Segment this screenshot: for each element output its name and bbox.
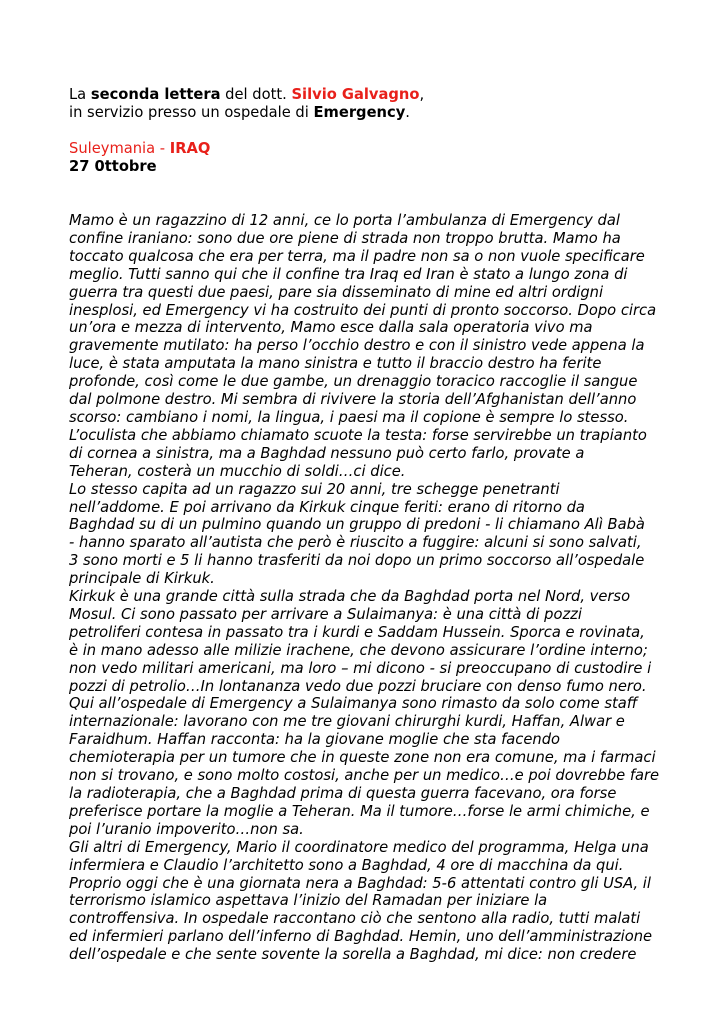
body-line: - hanno sparato all’autista che però è riuscito a fuggire: alcuni si sono salvati, bbox=[69, 534, 642, 552]
body-line: confine iraniano: sono due ore piene di strada non troppo brutta. Mamo ha bbox=[69, 229, 621, 247]
body-line: dell’ospedale e che sente sovente la sorella a Baghdad, mi dice: non credere bbox=[69, 946, 637, 964]
letter-date: 27 0ttobre bbox=[69, 158, 157, 175]
body-line: meglio. Tutti sanno qui che il confine tra Iraq ed Iran è stato a lungo zona di bbox=[69, 265, 628, 283]
body-line: la radioterapia, che a Baghdad prima di questa guerra facevano, ora forse bbox=[69, 785, 617, 802]
location-line bbox=[69, 140, 709, 158]
body-line: non si trovano, e sono molto costosi, anche per un medico…e poi dovrebbe fare bbox=[69, 767, 660, 785]
body-line: Faraidhum. Haffan racconta: ha la giovane moglie che sta facendo bbox=[69, 731, 561, 749]
body-line: guerra tra questi due paesi, pare sia disseminato di mine ed altri ordigni bbox=[69, 283, 604, 301]
body-line: Gli altri di Emergency, Mario il coordinatore medico del programma, Helga una bbox=[69, 838, 649, 856]
author-name: Silvio Galvagno bbox=[291, 86, 420, 103]
intro-line-1 bbox=[69, 86, 709, 104]
body-line: profonde, così come le due gambe, un drenaggio toracico raccoglie il sangue bbox=[69, 373, 638, 391]
letter-label: seconda lettera bbox=[90, 86, 221, 103]
body-line: 3 sono morti e 5 li hanno trasferiti da noi dopo un primo soccorso all’ospedale bbox=[69, 552, 645, 570]
body-line: pozzi di petrolio…In lontananza vedo due pozzi bruciare con denso fumo nero. bbox=[69, 677, 647, 695]
intro-text: . bbox=[405, 104, 410, 121]
body-line: terrorismo islamico aspettava l’inizio del Ramadan per iniziare la bbox=[69, 892, 548, 910]
body-line: infermiera e Claudio l’architetto sono a Baghdad, 4 ore di macchina da qui. bbox=[69, 856, 624, 874]
body-line: Mosul. Ci sono passato per arrivare a Sulaimanya: è una città di pozzi bbox=[69, 605, 582, 623]
intro-text: in servizio presso un ospedale di bbox=[69, 104, 314, 121]
body-line: nell’addome. E poi arrivano da Kirkuk cinque feriti: erano di ritorno da bbox=[69, 498, 585, 516]
letter-page bbox=[69, 86, 709, 964]
body-line: di cornea a sinistra, ma a Baghdad nessuno può certo farlo, provate a bbox=[69, 444, 585, 462]
body-line: gravemente mutilato: ha perso l’occhio destro e con il sinistro vede appena la bbox=[69, 337, 645, 355]
letter-body bbox=[69, 212, 709, 964]
body-line: petroliferi contesa in passato tra i kurdi e Saddam Hussein. Sporca e rovinata, bbox=[69, 623, 645, 641]
location-country: IRAQ bbox=[169, 140, 211, 157]
body-line: scorso: cambiano i nomi, la lingua, i paesi ma il copione è sempre lo stesso. bbox=[69, 408, 629, 426]
body-line: Teheran, costerà un mucchio di soldi…ci dice. bbox=[69, 462, 406, 480]
intro-text: , bbox=[419, 86, 425, 103]
organization-name: Emergency bbox=[313, 104, 406, 121]
body-line: preferisce portare la moglie a Teheran. Ma il tumore…forse le armi chimiche, e bbox=[69, 802, 650, 820]
body-line: un’ora e mezza di intervento, Mamo esce dalla sala operatoria vivo ma bbox=[69, 319, 593, 337]
intro-text: del dott. bbox=[220, 86, 292, 103]
location-city: Suleymania - bbox=[69, 140, 170, 157]
body-line: luce, è stata amputata la mano sinistra e tutto il braccio destro ha ferite bbox=[69, 355, 602, 373]
body-line: inesplosi, ed Emergency vi ha costruito dei punti di pronto soccorso. Dopo circa bbox=[69, 301, 657, 319]
body-line: internazionale: lavorano con me tre giovani chirurghi kurdi, Haffan, Alwar e bbox=[69, 713, 625, 731]
body-line: controffensiva. In ospedale raccontano ciò che sentono alla radio, tutti malati bbox=[69, 910, 641, 928]
body-line: Kirkuk è una grande città sulla strada che da Baghdad porta nel Nord, verso bbox=[69, 588, 631, 606]
body-line: chemioterapia per un tumore che in queste zone non era comune, ma i farmaci bbox=[69, 749, 656, 767]
body-line: Baghdad su di un pulmino quando un gruppo di predoni - li chiamano Alì Babà bbox=[69, 516, 645, 534]
body-line: poi l’uranio impoverito…non sa. bbox=[69, 820, 304, 838]
intro-text: La bbox=[69, 86, 91, 103]
intro-line-2 bbox=[69, 104, 709, 122]
body-line: non vedo militari americani, ma loro – mi dicono - si preoccupano di custodire i bbox=[69, 659, 652, 677]
body-line: toccato qualcosa che era per terra, ma il padre non sa o non vuole specificare bbox=[69, 247, 645, 265]
body-line: Lo stesso capita ad un ragazzo sui 20 anni, tre schegge penetranti bbox=[69, 480, 560, 498]
body-line: ed infermieri parlano dell’inferno di Baghdad. Hemin, uno dell’amministrazione bbox=[69, 928, 653, 946]
body-line: è in mano adesso alle milizie irachene, che devono assicurare l’ordine interno; bbox=[69, 641, 648, 659]
body-line: Qui all’ospedale di Emergency a Sulaimanya sono rimasto da solo come staff bbox=[69, 695, 638, 713]
body-line: Mamo è un ragazzino di 12 anni, ce lo porta l’ambulanza di Emergency dal bbox=[69, 212, 620, 229]
body-line: dal polmone destro. Mi sembra di rivivere la storia dell’Afghanistan dell’anno bbox=[69, 391, 637, 409]
body-line: L’oculista che abbiamo chiamato scuote la testa: forse servirebbe un trapianto bbox=[69, 426, 647, 444]
body-line: principale di Kirkuk. bbox=[69, 570, 215, 588]
body-line: Proprio oggi che è una giornata nera a Baghdad: 5-6 attentati contro gli USA, il bbox=[69, 874, 651, 892]
